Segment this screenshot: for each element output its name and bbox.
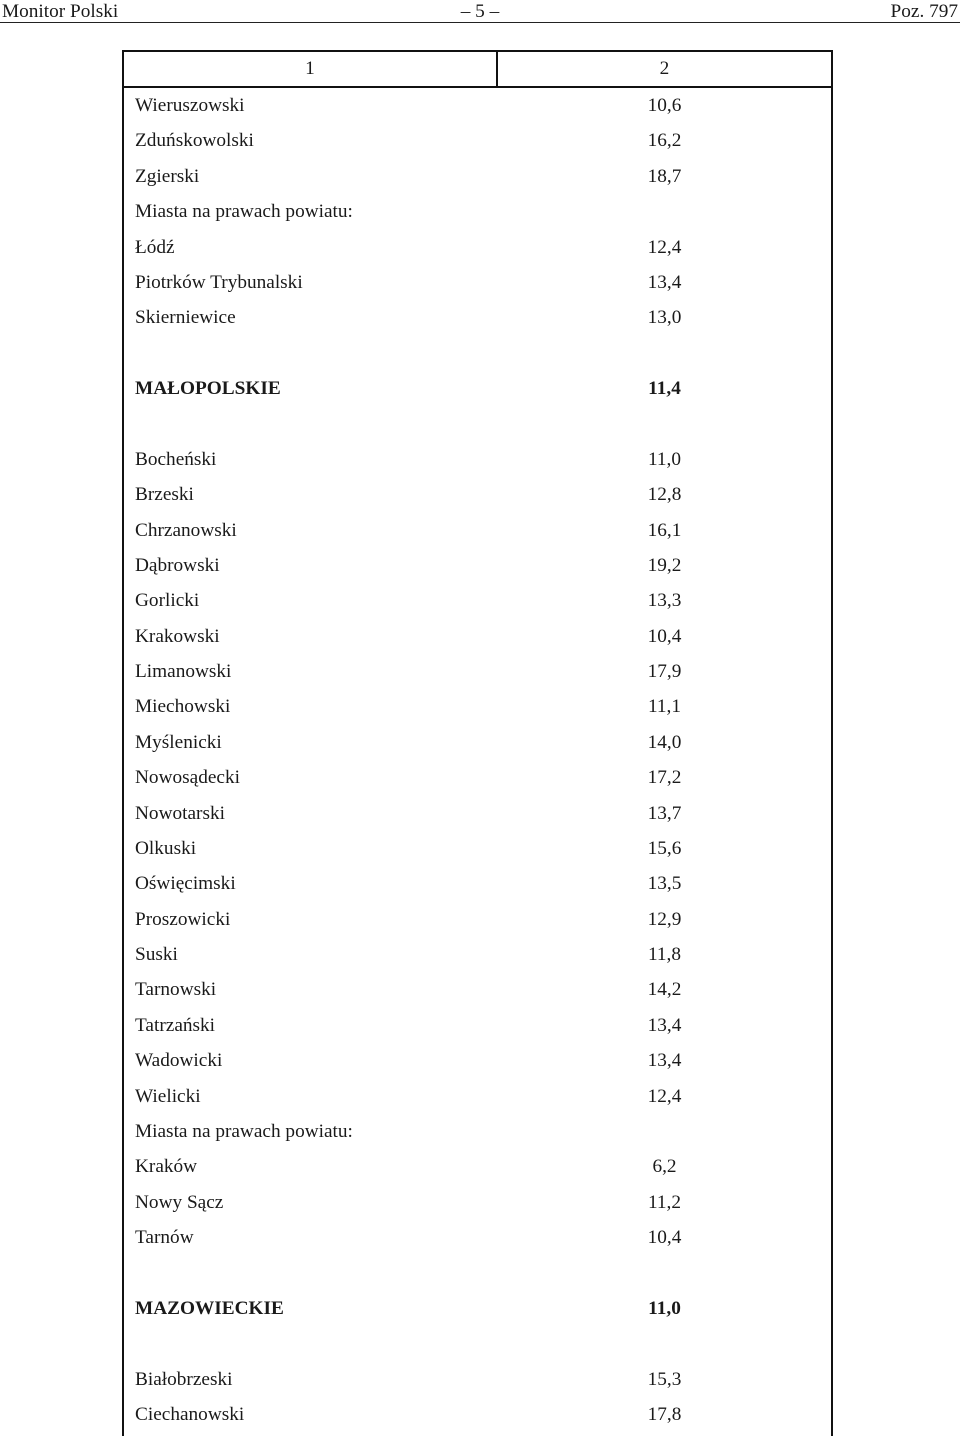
county-name: Proszowicki bbox=[135, 908, 231, 930]
county-value: 14,0 bbox=[647, 731, 682, 753]
county-value: 11,1 bbox=[647, 696, 682, 718]
county-row bbox=[124, 513, 831, 548]
county-value: 12,4 bbox=[647, 1085, 682, 1107]
table-header-row bbox=[124, 52, 831, 88]
county-row bbox=[124, 619, 831, 654]
county-name: Ciechanowski bbox=[135, 1403, 245, 1425]
county-row bbox=[124, 548, 831, 583]
voivodeship-value: 11,0 bbox=[648, 1297, 681, 1319]
county-name: Suski bbox=[135, 944, 178, 965]
item-number: Poz. 797 bbox=[890, 1, 958, 22]
city-name: Skierniewice bbox=[135, 307, 236, 329]
county-value: 13,5 bbox=[647, 873, 682, 895]
city-row bbox=[124, 230, 831, 265]
county-value: 11,8 bbox=[647, 944, 682, 965]
section-label-row bbox=[124, 194, 831, 229]
city-name: Tarnów bbox=[135, 1227, 194, 1248]
county-row bbox=[124, 442, 831, 477]
county-row bbox=[124, 689, 831, 724]
county-name: Białobrzeski bbox=[135, 1368, 233, 1390]
spacer-row bbox=[124, 336, 831, 371]
county-value: 18,7 bbox=[647, 165, 682, 187]
page-number: – 5 – bbox=[460, 1, 500, 22]
county-name: Wielicki bbox=[135, 1085, 201, 1107]
county-name: Limanowski bbox=[135, 661, 232, 682]
city-name: Łódź bbox=[135, 236, 175, 258]
county-value: 17,9 bbox=[647, 661, 682, 682]
city-row bbox=[124, 1185, 831, 1220]
county-value: 13,7 bbox=[647, 802, 682, 824]
county-value: 15,3 bbox=[647, 1368, 682, 1390]
city-value: 12,4 bbox=[647, 236, 682, 258]
county-row bbox=[124, 123, 831, 158]
county-value: 15,6 bbox=[647, 837, 682, 859]
column-header-1: 1 bbox=[124, 52, 498, 86]
city-row bbox=[124, 300, 831, 335]
spacer-row bbox=[124, 406, 831, 441]
county-name: Tatrzański bbox=[135, 1014, 216, 1036]
county-value: 12,8 bbox=[647, 484, 682, 506]
county-row bbox=[124, 88, 831, 123]
county-name: Miechowski bbox=[135, 696, 231, 718]
header-rule bbox=[0, 22, 960, 23]
county-value: 13,4 bbox=[647, 1014, 682, 1036]
county-name: Myślenicki bbox=[135, 731, 222, 753]
city-row bbox=[124, 1220, 831, 1255]
county-name: Krakowski bbox=[135, 625, 220, 647]
column-header-2: 2 bbox=[659, 58, 670, 79]
county-row bbox=[124, 1362, 831, 1397]
voivodeship-row bbox=[124, 371, 831, 406]
voivodeship-row bbox=[124, 1291, 831, 1326]
county-row bbox=[124, 831, 831, 866]
county-row bbox=[124, 1397, 831, 1432]
section-label: Miasta na prawach powiatu: bbox=[135, 201, 353, 223]
county-value: 13,4 bbox=[647, 1050, 682, 1072]
county-value: 13,3 bbox=[647, 590, 682, 612]
voivodeship-name: MAŁOPOLSKIE bbox=[135, 378, 281, 399]
county-row bbox=[124, 1008, 831, 1043]
voivodeship-name: MAZOWIECKIE bbox=[135, 1297, 284, 1319]
county-row bbox=[124, 159, 831, 194]
city-value: 10,4 bbox=[647, 1227, 682, 1248]
county-row bbox=[124, 902, 831, 937]
voivodeship-value: 11,4 bbox=[648, 378, 681, 399]
county-value: 17,2 bbox=[647, 767, 682, 789]
county-row bbox=[124, 477, 831, 512]
county-value: 11,0 bbox=[647, 448, 682, 470]
county-name: Dąbrowski bbox=[135, 554, 220, 576]
county-name: Olkuski bbox=[135, 837, 197, 859]
city-name: Piotrków Trybunalski bbox=[135, 271, 303, 293]
city-value: 6,2 bbox=[652, 1156, 677, 1178]
county-row bbox=[124, 583, 831, 618]
county-value: 10,4 bbox=[647, 625, 682, 647]
city-name: Nowy Sącz bbox=[135, 1191, 224, 1213]
county-name: Tarnowski bbox=[135, 979, 217, 1001]
city-row bbox=[124, 265, 831, 300]
county-name: Oświęcimski bbox=[135, 873, 236, 895]
county-value: 14,2 bbox=[647, 979, 682, 1001]
county-row bbox=[124, 796, 831, 831]
city-row bbox=[124, 1149, 831, 1184]
county-name: Bocheński bbox=[135, 448, 217, 470]
county-value: 19,2 bbox=[647, 554, 682, 576]
city-value: 13,4 bbox=[647, 271, 682, 293]
county-name: Zduńskowolski bbox=[135, 130, 254, 152]
county-name: Wieruszowski bbox=[135, 95, 245, 116]
county-value: 16,2 bbox=[647, 130, 682, 152]
county-value: 12,9 bbox=[647, 908, 682, 930]
county-name: Wadowicki bbox=[135, 1050, 223, 1072]
county-value: 17,8 bbox=[647, 1403, 682, 1425]
county-value: 10,6 bbox=[647, 95, 682, 116]
county-value: 16,1 bbox=[647, 519, 682, 541]
county-row bbox=[124, 654, 831, 689]
county-row bbox=[124, 1079, 831, 1114]
county-name: Zgierski bbox=[135, 165, 200, 187]
city-name: Kraków bbox=[135, 1156, 198, 1178]
city-value: 13,0 bbox=[647, 307, 682, 329]
county-row bbox=[124, 725, 831, 760]
county-row bbox=[124, 1043, 831, 1078]
county-name: Gorlicki bbox=[135, 590, 200, 612]
data-table bbox=[122, 50, 833, 1436]
publication-title: Monitor Polski bbox=[2, 1, 119, 22]
section-label: Miasta na prawach powiatu: bbox=[135, 1120, 353, 1142]
table-body bbox=[124, 88, 831, 1432]
county-row bbox=[124, 937, 831, 972]
county-name: Nowosądecki bbox=[135, 767, 240, 789]
city-value: 11,2 bbox=[647, 1191, 682, 1213]
county-row bbox=[124, 760, 831, 795]
county-row bbox=[124, 866, 831, 901]
spacer-row bbox=[124, 1326, 831, 1361]
county-name: Brzeski bbox=[135, 484, 194, 506]
county-name: Nowotarski bbox=[135, 802, 225, 824]
section-label-row bbox=[124, 1114, 831, 1149]
spacer-row bbox=[124, 1255, 831, 1290]
county-row bbox=[124, 972, 831, 1007]
county-name: Chrzanowski bbox=[135, 519, 237, 541]
